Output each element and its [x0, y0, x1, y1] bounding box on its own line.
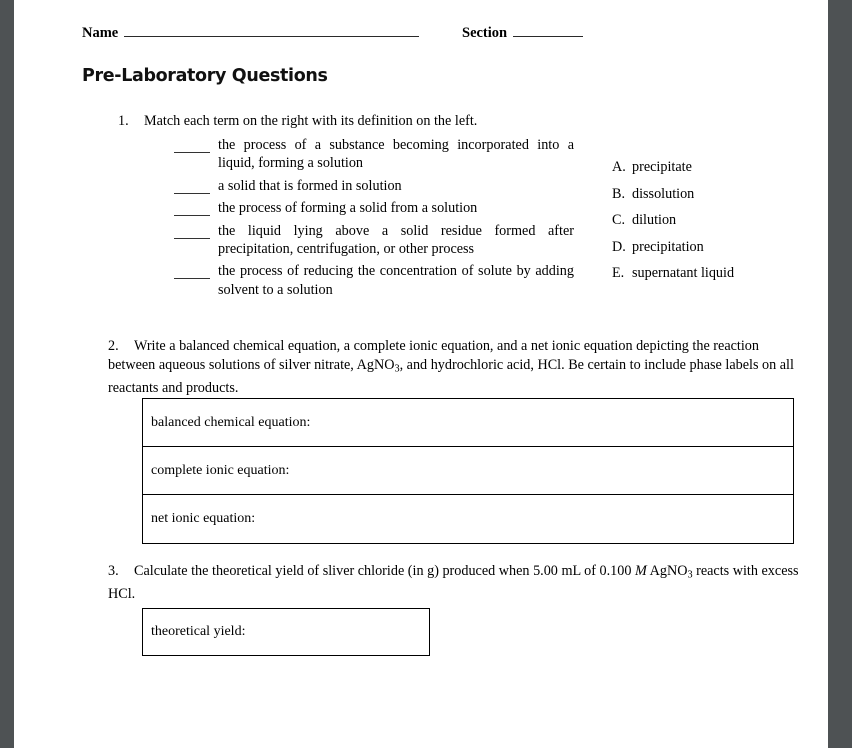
option-c-text: dilution — [632, 212, 677, 228]
match-definition-text: the process of a substance becoming incorporated into a liquid, forming a solution — [218, 137, 574, 172]
option-d-text: precipitation — [632, 238, 704, 255]
question-2-prompt-part1: Write a balanced chemical equation, a complete ionic equation, and a net ionic equation depicting the reaction between aqueous solutions of silver nitrate, AgNO — [108, 338, 759, 373]
option-a-letter: A. — [612, 159, 626, 175]
question-3-prompt-part1: Calculate the theoretical yield of sliver chloride (in g) produced when 5.00 mL of 0.100 — [134, 563, 636, 579]
equation-answer-boxes — [142, 398, 794, 544]
option-e — [612, 264, 822, 282]
name-label: Name — [82, 25, 119, 41]
option-b-text: dissolution — [632, 185, 695, 202]
option-b — [612, 185, 822, 203]
match-definition-text: the liquid lying above a solid residue formed after precipitation, centrifugation, or other process — [218, 222, 574, 258]
net-ionic-equation-label: net ionic equation: — [151, 511, 256, 526]
match-definition-text: the process of reducing the concentration of solute by adding solvent to a solution — [218, 263, 574, 298]
section-label: Section — [462, 25, 508, 41]
match-definition-text: the process of forming a solid from a solution — [218, 200, 478, 217]
match-answer-blank[interactable] — [174, 139, 210, 153]
matching-definitions-column — [174, 136, 574, 303]
theoretical-yield-label: theoretical yield: — [151, 624, 246, 639]
matching-options-column — [612, 158, 822, 291]
molarity-symbol: M — [635, 563, 647, 579]
question-3-prompt-part2: AgNO — [646, 563, 688, 579]
option-a-text: precipitate — [632, 159, 692, 175]
net-ionic-equation-box[interactable] — [143, 495, 793, 543]
option-c-letter: C. — [612, 212, 626, 228]
option-d-letter: D. — [612, 238, 626, 255]
question-3-formula — [647, 563, 693, 579]
complete-ionic-equation-label: complete ionic equation: — [151, 462, 290, 478]
match-item — [174, 136, 574, 173]
option-e-text: supernatant liquid — [632, 265, 735, 281]
complete-ionic-equation-box[interactable] — [143, 447, 793, 495]
question-3-prompt-part3: reacts with excess HCl. — [108, 563, 799, 603]
match-answer-blank[interactable] — [174, 180, 210, 194]
match-item — [174, 222, 574, 259]
document-page — [14, 0, 828, 748]
question-3-prompt — [108, 563, 799, 602]
question-2-number: 2. — [108, 338, 119, 354]
question-1 — [118, 112, 808, 131]
match-definition-text: a solid that is formed in solution — [218, 177, 402, 194]
match-item — [174, 262, 574, 299]
match-answer-blank[interactable] — [174, 265, 210, 279]
header-row — [82, 22, 802, 44]
question-2-prompt — [108, 338, 794, 396]
balanced-equation-label: balanced chemical equation: — [151, 414, 311, 430]
name-field-group — [82, 22, 419, 42]
name-blank-line[interactable] — [124, 22, 419, 37]
page-title: Pre-Laboratory Questions — [82, 66, 328, 86]
question-3 — [108, 562, 808, 604]
section-field-group — [462, 22, 583, 42]
section-blank-line[interactable] — [513, 22, 583, 37]
option-a — [612, 158, 822, 176]
agno3-subscript: 3 — [687, 569, 693, 581]
match-answer-blank[interactable] — [174, 202, 210, 216]
theoretical-yield-box[interactable] — [142, 608, 430, 656]
option-b-letter: B. — [612, 185, 626, 202]
question-2-prompt-part2: , and hydrochloric acid, HCl. Be certain to include phase labels on all reactants and products. — [108, 356, 794, 396]
agno3-subscript: 3 — [394, 363, 400, 375]
question-1-number: 1. — [118, 113, 129, 129]
question-3-number: 3. — [108, 563, 119, 579]
option-c — [612, 211, 822, 229]
question-2 — [108, 337, 808, 397]
option-e-letter: E. — [612, 265, 625, 281]
match-item — [174, 177, 574, 195]
option-d — [612, 238, 822, 256]
balanced-equation-box[interactable] — [143, 399, 793, 447]
match-answer-blank[interactable] — [174, 225, 210, 239]
question-1-prompt: Match each term on the right with its definition on the left. — [144, 113, 478, 129]
match-item — [174, 199, 574, 217]
